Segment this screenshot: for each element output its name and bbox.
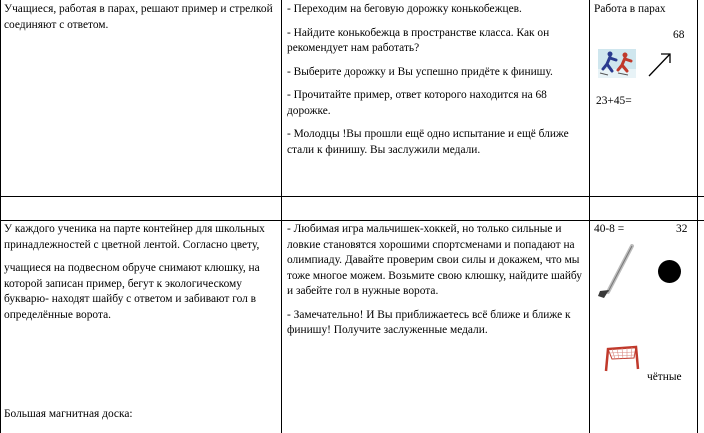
row2-col3-goal-label: чётные (647, 371, 682, 383)
row2-col2-para-2: - Замечательно! И Вы приближаетесь всё ближе и ближе к финишу! Получите заслуженные медали. (287, 308, 571, 336)
table-border-left (0, 0, 1, 433)
row1-col3-answer: 68 (673, 29, 685, 41)
row1-col2-cell (287, 2, 585, 158)
row2-col1-board-label: Большая магнитная доска: (4, 408, 133, 420)
arrow-icon (647, 50, 673, 78)
row2-col1-para-1: У каждого ученика на парте контейнер для школьных принадлежностей с цветной лентой. Согласно цвету, (4, 223, 265, 251)
row1-col3-title: Работа в парах (594, 3, 666, 15)
hockey-goal-icon (602, 343, 640, 373)
row2-col3-cell (590, 220, 697, 433)
row1-col2-line-1: - Переходим на беговую дорожку конькобежцев. (287, 3, 522, 15)
row1-col1-text: Учащиеся, работая в парах, решают пример и стрелкой соединяют с ответом. (4, 3, 273, 31)
row2-col2-cell (287, 222, 585, 339)
row1-col2-line-4: - Прочитайте пример, ответ которого находится на 68 дорожке. (287, 89, 547, 117)
row1-bottom-border (0, 196, 704, 197)
row1-col3-example: 23+45= (596, 95, 632, 107)
table-border-col2 (281, 0, 282, 433)
row2-col3-answer: 32 (676, 223, 688, 235)
row1-col2-line-3: - Выберите дорожку и Вы успешно придёте к финишу. (287, 65, 553, 78)
skaters-image (598, 49, 636, 78)
row2-col1-para-2: учащиеся на подвесном обруче снимают клюшку, на которой записан пример, бегут к экологическому букварю- находят шайбу с ответом и забивают гол в определённые ворота. (4, 262, 260, 321)
table-border-right (697, 0, 698, 433)
row2-col3-example: 40-8 = (594, 223, 625, 235)
row1-col2-line-2: - Найдите конькобежца в пространстве класса. Как он рекомендует нам работать? (287, 26, 550, 54)
row1-col3-cell (590, 0, 697, 196)
row2-col1-cell (4, 222, 276, 433)
puck-icon (658, 260, 681, 283)
row1-col2-line-5: - Молодцы !Вы прошли ещё одно испытание и ещё ближе стали к финишу. Вы заслужили медали. (287, 128, 569, 156)
row1-col1-cell (4, 2, 276, 33)
row2-col2-para-1: - Любимая игра мальчишек-хоккей, но только сильные и ловкие становятся хорошими спортсменами и попадают на олимпиаду. Давайте проверим свои силы и докажем, что мы тоже многое можем. Возьмите свою клюшку, найдите шайбу и забейте гол в нужные ворота. (287, 223, 582, 297)
hockey-stick-icon (596, 244, 636, 302)
